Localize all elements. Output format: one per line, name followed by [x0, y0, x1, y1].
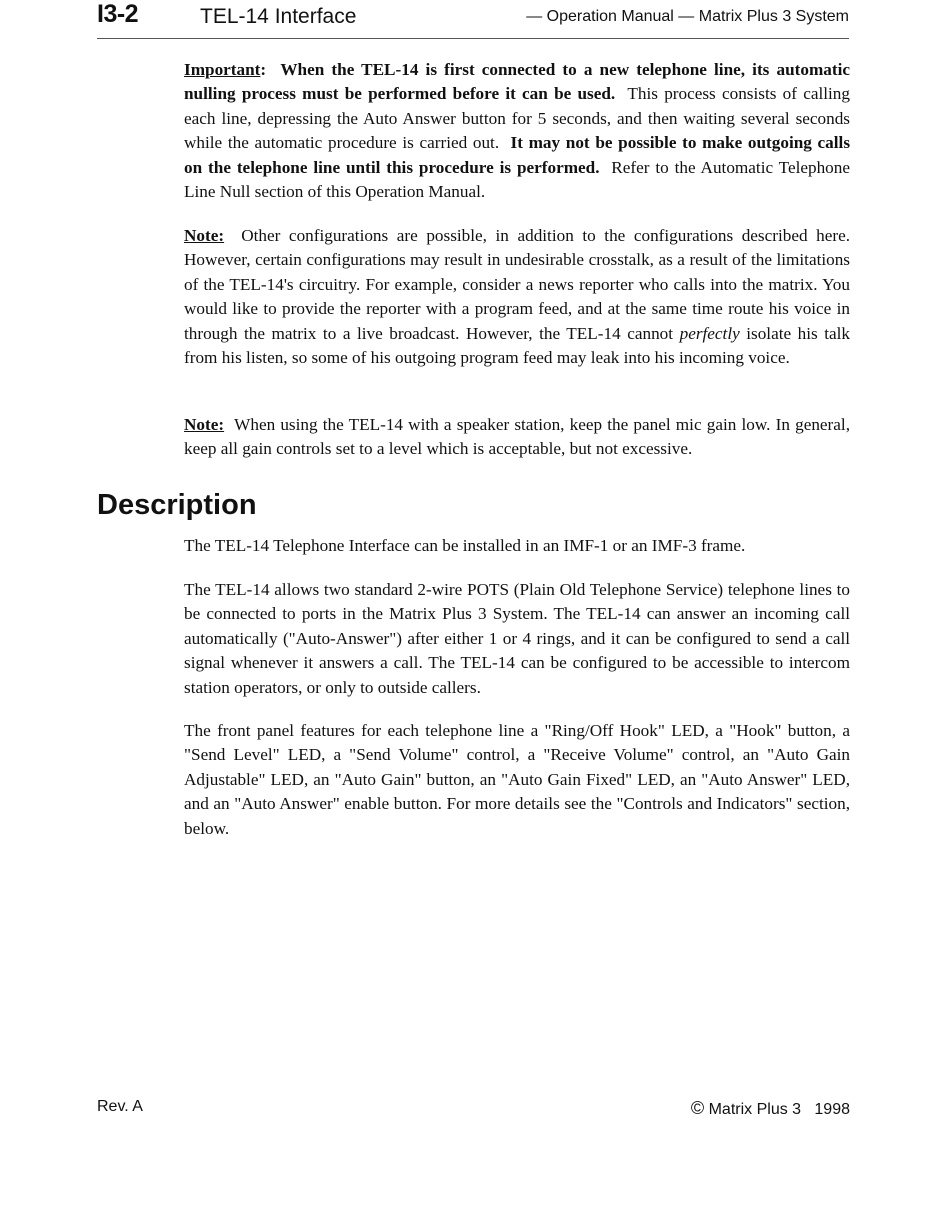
note-gain-text: When using the TEL-14 with a speaker station, keep the panel mic gain low. In general, keep all gain controls set to a level which is acceptable, but not excessive. [184, 415, 850, 459]
section-heading: Description [97, 489, 257, 521]
manual-title: — Operation Manual — Matrix Plus 3 System [526, 8, 849, 25]
note-label: Note: [184, 415, 225, 434]
copyright-icon: © [690, 1098, 705, 1118]
important-bold-text-1: When the TEL-14 is first connected to a new telephone line, its automatic nulling process must be performed before it can be used. [184, 60, 850, 104]
note-emphasis: perfectly [679, 323, 740, 343]
description-paragraph-3 [184, 719, 850, 841]
important-colon: : [260, 60, 267, 79]
description-text-3: The front panel features for each telephone line a "Ring/Off Hook" LED, a "Hook" button, a "Send Level" LED, a "Send Volume" control, a "Receive Volume" control, an "Auto Gain Adjustable" LED, an "Auto Gain" button, an "Auto Gain Fixed" LED, an "Auto Answer" LED, and an "Auto Answer" enable button. For more details see the "Controls and Indicators" section, below. [184, 721, 850, 838]
page-number: I3-2 [97, 0, 139, 28]
important-bold-text-2: It may not be possible to make outgoing calls on the telephone line until this procedure is performed. [184, 133, 851, 177]
description-text-2: The TEL-14 allows two standard 2-wire POTS (Plain Old Telephone Service) telephone lines to be connected to ports in the Matrix Plus 3 System. The TEL-14 can answer an incoming call automatically ("Auto-Answer") after either 1 or 4 rings, and it can be configured to send a call signal whenever it answers a call. The TEL-14 can be configured to be accessible to intercom station operators, or only to outside callers. [184, 580, 850, 697]
chapter-title: TEL-14 Interface [200, 5, 357, 28]
important-notice [184, 58, 850, 204]
note-text-1: Other configurations are possible, in addition to the configurations described here. However, certain configurations may result in undesirable crosstalk, as a result of the limitations of the TEL-14's circuitry. For example, consider a news reporter who calls into the matrix. You would like to provide the reporter with a program feed, and at the same time route his voice in through the matrix to a live broadcast. However, the TEL-14 cannot [184, 226, 851, 343]
note-text-2: isolate his talk from his listen, so some of his outgoing program feed may leak into his incoming voice. [184, 323, 851, 368]
page-header [97, 0, 849, 39]
copyright-text: Matrix Plus 3 1998 [708, 1101, 850, 1118]
description-paragraph-1 [184, 534, 850, 558]
note-label: Note: [184, 226, 225, 245]
description-text-1: The TEL-14 Telephone Interface can be installed in an IMF-1 or an IMF-3 frame. [184, 536, 746, 555]
note-gain [184, 413, 850, 462]
note-crosstalk [184, 224, 850, 370]
important-text-2: Refer to the Automatic Telephone Line Null section of this Operation Manual. [184, 157, 851, 202]
revision-label: Rev. A [97, 1098, 143, 1115]
important-label: Important [184, 60, 261, 79]
description-paragraph-2 [184, 578, 850, 700]
important-text-1: This process consists of calling each line, depressing the Auto Answer button for 5 seconds, and then waiting several seconds while the automatic procedure is carried out. [184, 84, 850, 153]
copyright-line [691, 1098, 850, 1119]
